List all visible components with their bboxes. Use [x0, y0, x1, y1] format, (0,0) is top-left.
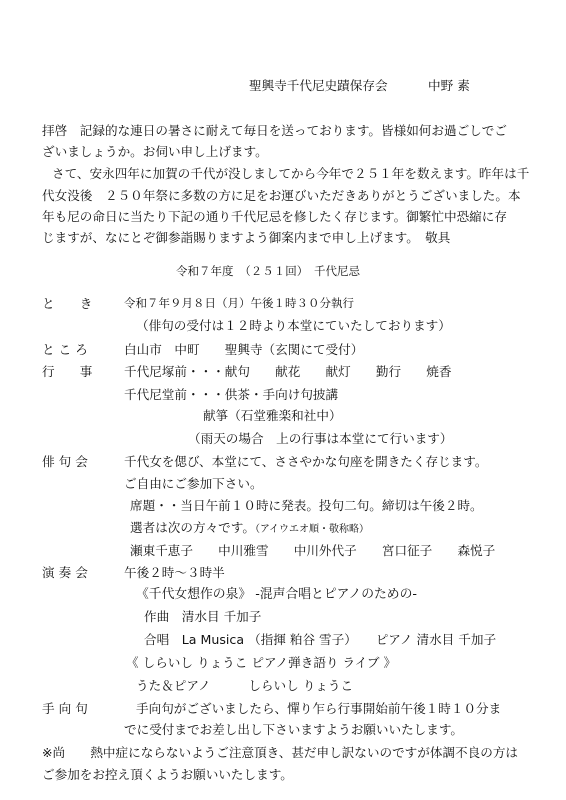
- toki-label: と き: [42, 296, 93, 311]
- header-org: 聖興寺千代尼史蹟保存会: [249, 78, 388, 93]
- letter-body-1: さて、安永四年に加賀の千代が没しましてから今年で２５１年を数えます。昨年は千: [52, 166, 530, 181]
- tokoro-line: 白山市 中町 聖興寺（玄関にて受付）: [124, 342, 364, 357]
- note-line-1: ※尚 熱中症にならないようご注意頂き、甚だ申し訳ないのですが体調不良の方は: [42, 745, 519, 760]
- tokoro-label: と こ ろ: [42, 342, 88, 357]
- ensou-label: 演 奏 会: [42, 565, 88, 580]
- toki-line-1: 令和７年９月８日（月）午後１時３０分執行: [124, 296, 354, 310]
- ensou-line-5: 《 しらいし りょうこ ピアノ弾き語り ライブ 》: [126, 655, 397, 670]
- ensou-line-2: 《千代女想作の泉》 ‐混声合唱とピアノのための‐: [136, 587, 418, 602]
- haiku-line-5: 瀬東千恵子 中川雅雪 中川外代子 宮口征子 森悦子: [130, 543, 496, 558]
- gyoji-label: 行 事: [42, 364, 93, 379]
- haiku-label: 俳 句 会: [42, 454, 88, 469]
- haiku-judges-note: （アイウエオ順・敬称略）: [254, 524, 370, 535]
- header-name: 中野 素: [428, 78, 470, 93]
- gyoji-line-1: 千代尼塚前・・・献句 献花 献灯 勤行 焼香: [124, 364, 452, 379]
- gyoji-line-4: （雨天の場合 上の行事は本堂にて行います）: [188, 431, 453, 446]
- haiku-line-1: 千代女を偲び、本堂にて、ささやかな句座を開きたく存じます。: [124, 454, 488, 469]
- haiku-judges-label: 選者は次の方々です。: [130, 520, 255, 535]
- temuke-line-1: 手向句がございましたら、憚り乍ら行事開始前午後１時１０分ま: [136, 701, 502, 716]
- haiku-line-4: [130, 522, 369, 535]
- letter-greeting: 拝啓 記録的な連日の暑さに耐えて毎日を送っております。皆様如何お過ごしでご: [42, 123, 507, 138]
- letter-body-2: 代女没後 ２５０年祭に多数の方に足をお運びいただきありがとうございました。本: [42, 188, 521, 203]
- ensou-line-3: 作曲 清水目 千加子: [144, 609, 262, 624]
- ensou-line-6: うた＆ピアノ しらいし りょうこ: [136, 678, 354, 693]
- temuke-label: 手 向 句: [42, 701, 88, 716]
- ensou-line-4: 合唱 La Musica （指揮 粕谷 雪子） ピアノ 清水目 千加子: [144, 632, 497, 647]
- event-title: 令和７年度 （２５１回） 千代尼忌: [176, 264, 360, 278]
- note-line-2: ご参加をお控え頂くようお願いいたします。: [42, 767, 293, 782]
- temuke-line-2: でに受付までお差し出し下さいますようお願いいたします。: [124, 722, 464, 737]
- haiku-line-3: 席題・・当日午前１０時に発表。投句二句。締切は午後２時。: [130, 498, 483, 513]
- letter-greeting-2: ざいましょうか。お伺い申し上げます。: [42, 144, 268, 159]
- ensou-line-1: 午後２時～３時半: [124, 565, 225, 580]
- toki-line-2: （俳句の受付は１２時より本堂にていたしております）: [136, 318, 451, 333]
- haiku-line-2: ご自由にご参加下さい。: [124, 476, 263, 491]
- letter-body-3: 年も尼の命日に当たり下記の通り千代尼忌を修したく存じます。御繁忙中恐縮に存: [42, 209, 507, 224]
- letter-body-4: じますが、なにとぞ御参詣賜りますよう御案内まで申し上げます。 敬具: [42, 230, 451, 245]
- gyoji-line-2: 千代尼堂前・・・供茶・手向け句披講: [124, 387, 339, 402]
- gyoji-line-3: 献箏（石堂雅楽和社中）: [203, 408, 342, 423]
